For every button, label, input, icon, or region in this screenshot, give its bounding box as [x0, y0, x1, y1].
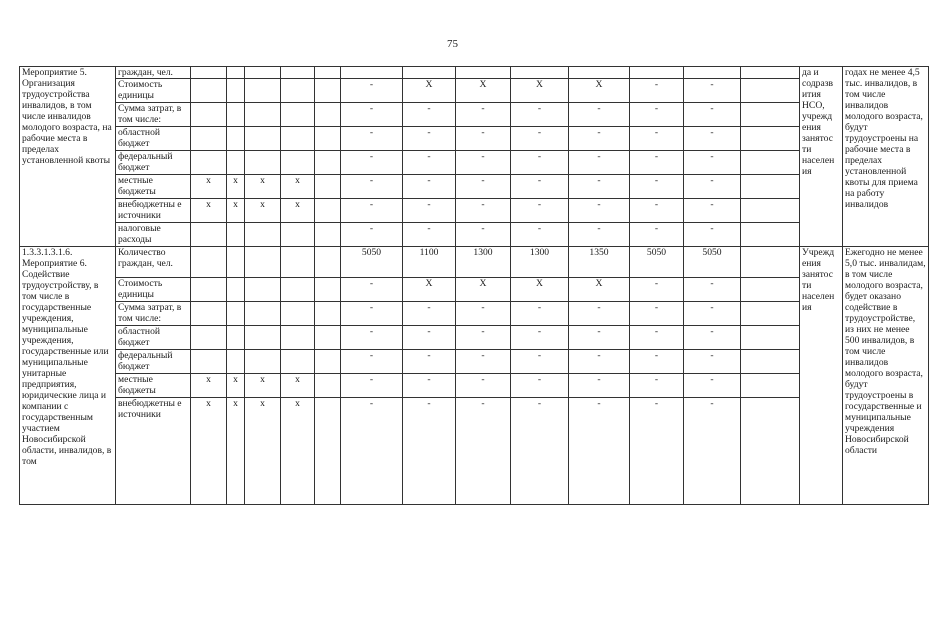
value-cell: - [684, 326, 741, 350]
value-cell: - [403, 127, 456, 151]
value-cell: - [630, 350, 684, 374]
value-cell: - [684, 350, 741, 374]
value-cell: - [456, 350, 511, 374]
code-cell: х [281, 199, 315, 223]
code-cell [191, 247, 227, 278]
code-cell [315, 103, 341, 127]
value-cell: - [456, 398, 511, 505]
value-cell: - [630, 326, 684, 350]
code-cell [191, 127, 227, 151]
value-cell: - [341, 79, 403, 103]
code-cell [227, 326, 245, 350]
value-cell [741, 103, 800, 127]
indicator-cell: внебюджетны е источники [116, 199, 191, 223]
value-cell: - [630, 278, 684, 302]
table-row [20, 326, 929, 350]
table-row [20, 67, 929, 79]
code-cell: х [245, 398, 281, 505]
value-cell: - [630, 151, 684, 175]
value-cell: - [511, 223, 569, 247]
code-cell [315, 67, 341, 79]
code-cell: х [281, 374, 315, 398]
value-cell: - [630, 175, 684, 199]
indicator-cell: налоговые расходы [116, 223, 191, 247]
value-cell: - [684, 127, 741, 151]
value-cell: - [569, 127, 630, 151]
value-cell: - [456, 302, 511, 326]
code-cell [191, 278, 227, 302]
value-cell: - [341, 175, 403, 199]
code-cell [227, 223, 245, 247]
code-cell [315, 302, 341, 326]
code-cell [281, 247, 315, 278]
event-cell: Мероприятие 5. Организация трудоустройства инвалидов, в том числе инвалидов молодого возраста, на рабочие места в пределах установленной квоты [20, 67, 116, 247]
value-cell: X [456, 278, 511, 302]
value-cell [456, 67, 511, 79]
value-cell [341, 67, 403, 79]
table-row [20, 350, 929, 374]
value-cell: - [569, 398, 630, 505]
value-cell: - [511, 127, 569, 151]
code-cell [281, 302, 315, 326]
value-cell: - [511, 103, 569, 127]
code-cell [315, 278, 341, 302]
value-cell: - [341, 398, 403, 505]
indicator-cell: граждан, чел. [116, 67, 191, 79]
code-cell: х [191, 175, 227, 199]
code-cell [227, 127, 245, 151]
table-row [20, 199, 929, 223]
value-cell: - [684, 199, 741, 223]
value-cell: - [569, 103, 630, 127]
value-cell: - [511, 398, 569, 505]
value-cell: X [403, 278, 456, 302]
code-cell [245, 151, 281, 175]
indicator-cell: федеральный бюджет [116, 350, 191, 374]
code-cell [281, 127, 315, 151]
value-cell: - [341, 151, 403, 175]
value-cell: - [511, 199, 569, 223]
code-cell [281, 278, 315, 302]
result-cell: годах не менее 4,5 тыс. инвалидов, в том числе инвалидов молодого возраста, будут трудоустроены на рабочие места в пределах установленной квоты для приема на работу инвалидов [843, 67, 929, 247]
value-cell: - [341, 374, 403, 398]
table-row [20, 127, 929, 151]
value-cell: - [630, 199, 684, 223]
code-cell: х [227, 175, 245, 199]
table-row [20, 79, 929, 103]
indicator-cell: местные бюджеты [116, 175, 191, 199]
code-cell [191, 223, 227, 247]
code-cell [315, 374, 341, 398]
value-cell [741, 223, 800, 247]
code-cell [245, 103, 281, 127]
value-cell: - [456, 223, 511, 247]
value-cell [741, 350, 800, 374]
code-cell [245, 79, 281, 103]
value-cell [741, 302, 800, 326]
value-cell: 1300 [456, 247, 511, 278]
value-cell: - [456, 326, 511, 350]
value-cell [741, 374, 800, 398]
value-cell: - [511, 350, 569, 374]
value-cell: - [456, 151, 511, 175]
value-cell: - [456, 199, 511, 223]
code-cell: х [191, 199, 227, 223]
code-cell: х [245, 199, 281, 223]
code-cell: х [227, 398, 245, 505]
code-cell: х [191, 374, 227, 398]
value-cell: - [403, 398, 456, 505]
code-cell [245, 127, 281, 151]
value-cell: - [456, 374, 511, 398]
value-cell [741, 247, 800, 278]
code-cell [245, 67, 281, 79]
value-cell: - [341, 278, 403, 302]
value-cell: - [684, 103, 741, 127]
table-row [20, 151, 929, 175]
value-cell: - [341, 350, 403, 374]
value-cell: - [341, 302, 403, 326]
value-cell: - [403, 302, 456, 326]
value-cell [741, 79, 800, 103]
value-cell: 1100 [403, 247, 456, 278]
code-cell [281, 67, 315, 79]
indicator-cell: Сумма затрат, в том числе: [116, 103, 191, 127]
table-row [20, 247, 929, 278]
program-table [19, 66, 929, 505]
code-cell [315, 175, 341, 199]
indicator-cell: областной бюджет [116, 127, 191, 151]
indicator-cell: Стоимость единицы [116, 79, 191, 103]
value-cell [741, 151, 800, 175]
value-cell: X [569, 278, 630, 302]
table-row [20, 374, 929, 398]
value-cell: - [341, 326, 403, 350]
value-cell: - [456, 127, 511, 151]
value-cell: - [569, 302, 630, 326]
code-cell [191, 103, 227, 127]
event-cell: 1.3.3.1.3.1.6. Мероприятие 6. Содействие трудоустройству, в том числе в государственные учреждения, муниципальные учреждения, государственные или муниципальные унитарные предприятия, юридические лица и компании с государственным участием Новосибирской области, инвалидов, в том [20, 247, 116, 505]
code-cell [315, 223, 341, 247]
code-cell: х [191, 398, 227, 505]
code-cell [191, 326, 227, 350]
value-cell: 1300 [511, 247, 569, 278]
indicator-cell: областной бюджет [116, 326, 191, 350]
code-cell: х [227, 374, 245, 398]
code-cell [227, 151, 245, 175]
value-cell: - [511, 302, 569, 326]
value-cell: X [569, 79, 630, 103]
value-cell: X [456, 79, 511, 103]
indicator-cell: федеральный бюджет [116, 151, 191, 175]
value-cell: - [456, 103, 511, 127]
code-cell: х [227, 199, 245, 223]
value-cell: - [684, 374, 741, 398]
code-cell [191, 350, 227, 374]
value-cell: 5050 [630, 247, 684, 278]
value-cell: - [403, 151, 456, 175]
code-cell [281, 350, 315, 374]
value-cell: - [341, 103, 403, 127]
value-cell [741, 67, 800, 79]
code-cell [245, 326, 281, 350]
value-cell: - [511, 326, 569, 350]
code-cell [227, 350, 245, 374]
code-cell [245, 350, 281, 374]
value-cell [511, 67, 569, 79]
value-cell: - [630, 103, 684, 127]
value-cell: - [403, 103, 456, 127]
page-number: 75 [447, 38, 458, 50]
value-cell: - [569, 374, 630, 398]
code-cell [315, 79, 341, 103]
code-cell [245, 278, 281, 302]
code-cell [281, 326, 315, 350]
value-cell: - [684, 302, 741, 326]
value-cell: - [684, 175, 741, 199]
code-cell [315, 151, 341, 175]
executor-cell: Учрежд ения занятос ти населен ия [800, 247, 843, 505]
code-cell [191, 67, 227, 79]
value-cell: - [630, 127, 684, 151]
value-cell: - [630, 398, 684, 505]
code-cell [227, 103, 245, 127]
value-cell: - [684, 223, 741, 247]
value-cell [630, 67, 684, 79]
code-cell [245, 223, 281, 247]
code-cell [227, 247, 245, 278]
value-cell: - [569, 350, 630, 374]
code-cell [191, 151, 227, 175]
value-cell: - [341, 199, 403, 223]
indicator-cell: местные бюджеты [116, 374, 191, 398]
value-cell [741, 127, 800, 151]
code-cell [227, 278, 245, 302]
code-cell [315, 199, 341, 223]
value-cell [569, 67, 630, 79]
code-cell [281, 79, 315, 103]
code-cell [191, 79, 227, 103]
value-cell [684, 67, 741, 79]
table-row [20, 302, 929, 326]
value-cell: 5050 [684, 247, 741, 278]
value-cell: 5050 [341, 247, 403, 278]
code-cell [315, 326, 341, 350]
code-cell [315, 350, 341, 374]
value-cell: - [403, 326, 456, 350]
value-cell: - [684, 398, 741, 505]
code-cell: х [245, 374, 281, 398]
value-cell: - [684, 79, 741, 103]
value-cell: - [456, 175, 511, 199]
value-cell: X [511, 79, 569, 103]
value-cell: - [630, 302, 684, 326]
value-cell: - [403, 199, 456, 223]
table-row [20, 223, 929, 247]
value-cell: - [684, 278, 741, 302]
value-cell: - [684, 151, 741, 175]
code-cell [191, 302, 227, 326]
code-cell [245, 247, 281, 278]
value-cell: - [569, 326, 630, 350]
table-body [20, 67, 929, 505]
table-row [20, 175, 929, 199]
value-cell [741, 278, 800, 302]
code-cell [315, 127, 341, 151]
table-row [20, 278, 929, 302]
table-row [20, 398, 929, 505]
indicator-cell: Стоимость единицы [116, 278, 191, 302]
table-row [20, 103, 929, 127]
value-cell: - [341, 127, 403, 151]
value-cell: - [403, 175, 456, 199]
value-cell [403, 67, 456, 79]
value-cell [741, 199, 800, 223]
code-cell [315, 398, 341, 505]
value-cell [741, 175, 800, 199]
value-cell: X [511, 278, 569, 302]
result-cell: Ежегодно не менее 5,0 тыс. инвалидам, в том числе молодого возраста, будет оказано содействие в трудоустройстве, из них не менее 500 инвалидов, в том числе инвалидов молодого возраста, будут трудоустроены в государственные и муниципальные учреждения Новосибирской области [843, 247, 929, 505]
value-cell [741, 326, 800, 350]
value-cell: X [403, 79, 456, 103]
code-cell [281, 223, 315, 247]
value-cell: - [511, 151, 569, 175]
value-cell: - [403, 374, 456, 398]
executor-cell: да и содразв ития НСО, учрежд ения занятос ти населен ия [800, 67, 843, 247]
value-cell: - [569, 151, 630, 175]
code-cell [281, 103, 315, 127]
value-cell: - [630, 374, 684, 398]
value-cell: - [569, 175, 630, 199]
value-cell: - [403, 350, 456, 374]
code-cell: х [281, 398, 315, 505]
code-cell [227, 79, 245, 103]
indicator-cell: внебюджетны е источники [116, 398, 191, 505]
code-cell [281, 151, 315, 175]
value-cell: 1350 [569, 247, 630, 278]
code-cell [227, 67, 245, 79]
code-cell [315, 247, 341, 278]
code-cell: х [281, 175, 315, 199]
indicator-cell: Сумма затрат, в том числе: [116, 302, 191, 326]
value-cell: - [341, 223, 403, 247]
value-cell: - [569, 199, 630, 223]
value-cell [741, 398, 800, 505]
value-cell: - [630, 79, 684, 103]
value-cell: - [569, 223, 630, 247]
value-cell: - [511, 175, 569, 199]
code-cell [227, 302, 245, 326]
value-cell: - [511, 374, 569, 398]
value-cell: - [630, 223, 684, 247]
indicator-cell: Количество граждан, чел. [116, 247, 191, 278]
code-cell [245, 302, 281, 326]
code-cell: х [245, 175, 281, 199]
value-cell: - [403, 223, 456, 247]
